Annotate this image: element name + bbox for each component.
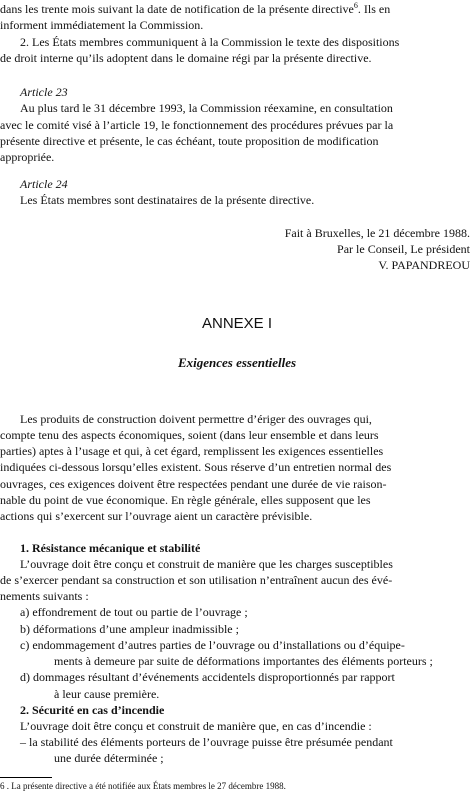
list-item-d-continuation: à leur cause première. xyxy=(54,687,160,701)
section-2-heading: 2. Sécurité en cas d’incendie xyxy=(20,703,165,717)
article-23-title: Article 23 xyxy=(20,85,68,99)
paragraph-line: de droit interne qu’ils adoptent dans le domaine régi par la présente directive. xyxy=(0,51,372,65)
annex-title: ANNEXE I xyxy=(201,315,273,332)
list-item-d: d) dommages résultant d’événements accidentels disproportionnés par rapport xyxy=(20,670,395,684)
article-24-title: Article 24 xyxy=(20,177,68,191)
list-item-a: a) effondrement de tout ou partie de l’ouvrage ; xyxy=(20,605,248,619)
paragraph-line: présente directive et présente, le cas échéant, toute proposition de modification xyxy=(0,134,379,148)
paragraph-line: Les États membres sont destinataires de la présente directive. xyxy=(20,193,315,207)
signature-name: V. PAPANDREOU xyxy=(378,258,470,272)
paragraph-line: informent immédiatement la Commission. xyxy=(0,18,204,32)
paragraph-line: compte tenu des aspects économiques, soient (dans leur ensemble et dans leurs xyxy=(0,428,379,442)
paragraph-line: indiquées ci-dessous lorsqu’elles existent. Sous réserve d’un entretien normal des xyxy=(0,460,392,474)
paragraph-line: dans les trente mois suivant la date de notification de la présente directive$^6$. Ils en xyxy=(0,1,391,16)
paragraph-line: appropriée. xyxy=(0,150,55,164)
paragraph-line: Les produits de construction doivent permettre d’ériger des ouvrages qui, xyxy=(20,412,372,426)
paragraph-line: ouvrages, ces exigences doivent être respectées pendant une durée de vie raison- xyxy=(0,477,387,491)
paragraph-line: avec le comité visé à l’article 19, le fonctionnement des procédures prévues par la xyxy=(0,118,394,132)
paragraph-line: nements suivants : xyxy=(0,589,89,603)
paragraph-line: L’ouvrage doit être conçu et construit de manière que les charges susceptibles xyxy=(20,557,393,571)
paragraph-line: nable du point de vue économique. En règle générale, elles supposent que les xyxy=(0,493,371,507)
paragraph-line: 2. Les États membres communiquent à la Commission le texte des dispositions xyxy=(20,35,400,49)
list-item-b: b) déformations d’une ampleur inadmissible ; xyxy=(20,622,239,636)
footnote: 6 . La présente directive a été notifiée aux États membres le 27 décembre 1988. xyxy=(0,781,286,791)
list-item-dash-continuation: une durée déterminée ; xyxy=(54,751,164,765)
section-1-heading: 1. Résistance mécanique et stabilité xyxy=(20,541,201,555)
footnote-reference[interactable]: 6 xyxy=(353,1,358,10)
signature-council: Par le Conseil, Le président xyxy=(337,242,470,256)
paragraph-line: parties) aptes à l’usage et qui, à cet égard, remplissent les exigences essentielles xyxy=(0,444,384,458)
paragraph-line: actions qui s’exercent sur l’ouvrage aient un caractère prévisible. xyxy=(0,509,313,523)
paragraph-line: Au plus tard le 31 décembre 1993, la Commission réexamine, en consultation xyxy=(20,101,393,115)
footnote-rule xyxy=(0,777,52,778)
annex-subtitle: Exigences essentielles xyxy=(177,355,297,370)
list-item-c: c) endommagement d’autres parties de l’ouvrage ou d’installations ou d’équipe- xyxy=(20,638,405,652)
list-item-dash: – la stabilité des éléments porteurs de l’ouvrage puisse être présumée pendant xyxy=(20,735,393,749)
list-item-c-continuation: ments à demeure par suite de déformations importantes des éléments porteurs ; xyxy=(54,654,433,668)
paragraph-line: L’ouvrage doit être conçu et construit de manière que, en cas d’incendie : xyxy=(20,719,372,733)
paragraph-line: de s’exercer pendant sa construction et son utilisation n’entraînent aucun des évé- xyxy=(0,573,393,587)
signature-place-date: Fait à Bruxelles, le 21 décembre 1988. xyxy=(284,226,470,240)
